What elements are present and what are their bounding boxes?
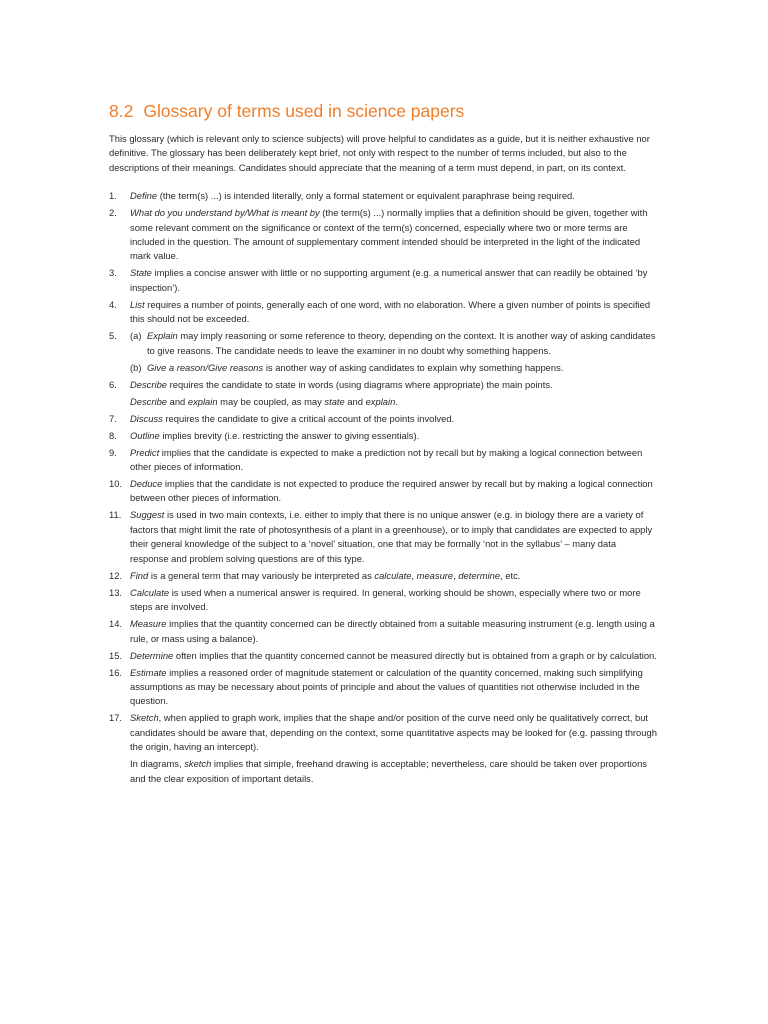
item-number: 16. — [109, 666, 123, 678]
item-number: 7. — [109, 412, 117, 424]
item-text: , — [453, 569, 459, 581]
glossary-item-find — [109, 569, 657, 583]
glossary-item-deduce — [109, 477, 657, 506]
item-number: 2. — [109, 207, 117, 219]
item-number: 12. — [109, 569, 123, 581]
item-number: 9. — [109, 446, 117, 458]
item-term: Deduce — [130, 478, 163, 490]
item-text: is a general term that may variously be interpreted as — [148, 569, 375, 581]
section-heading — [109, 100, 657, 122]
glossary-item-define — [109, 189, 657, 203]
item-number: 13. — [109, 586, 123, 598]
item-text: , etc. — [500, 569, 521, 581]
item-text: often implies that the quantity concerned cannot be measured directly but is obtained from a graph or by calculation. — [173, 649, 657, 661]
item-term: Give a reason/Give reasons — [147, 361, 264, 373]
sub-item-label: (b) — [130, 361, 142, 373]
item-text: implies that the candidate is not expected to produce the required answer by recall but by making a logical connection between other pieces of information. — [130, 478, 653, 504]
sub-item-b — [130, 361, 657, 375]
item-text: may be coupled, as may — [217, 395, 325, 407]
item-text: requires a number of points, generally each of one word, with no elaboration. Where a given number of points is specified this should not be exceeded. — [130, 298, 651, 325]
item-term: Estimate — [130, 666, 167, 678]
glossary-list — [109, 189, 657, 786]
item-term: Define — [130, 190, 158, 202]
item-term: What do you understand by/What is meant by — [130, 207, 320, 219]
item-term: State — [130, 267, 152, 279]
glossary-item-predict — [109, 446, 657, 475]
glossary-item-what-is-meant-by — [109, 206, 657, 264]
item-number: 8. — [109, 429, 117, 441]
glossary-item-explain — [109, 329, 657, 375]
item-text: . — [395, 395, 398, 407]
glossary-item-list — [109, 298, 657, 327]
item-text: implies that simple, freehand drawing is acceptable; nevertheless, care should be taken over proportions and the clear exposition of important details. — [130, 758, 647, 784]
item-number: 4. — [109, 298, 117, 310]
item-term: explain — [187, 395, 218, 407]
item-term: Explain — [147, 330, 178, 342]
item-term: Measure — [130, 618, 167, 630]
glossary-item-discuss — [109, 412, 657, 426]
item-text: is used in two main contexts, i.e. either to imply that there is no unique answer (e.g. in biology there are a variety of factors that might limit the rate of photosynthesis of a plant in a greenhouse), or to imply that candidates are expected to apply their general knowledge of the subject to a ‘novel’ situation, one that may be formally ‘not in the syllabus’ – many data response and problem solving questions are of this type. — [130, 509, 653, 564]
intro-paragraph: This glossary (which is relevant only to science subjects) will prove helpful to candidates as a guide, but it is neither exhaustive nor definitive. The glossary has been deliberately kept brief, not only with respect to the number of terms included, but also to the descriptions of their meanings. Candidates should appreciate that the meaning of a term must depend, in part, on its context. — [109, 133, 650, 173]
item-text: and — [167, 395, 188, 407]
glossary-item-determine — [109, 649, 657, 663]
item-term: explain — [365, 395, 396, 407]
item-term: Discuss — [130, 412, 163, 424]
item-text: , — [411, 569, 417, 581]
item-term: Find — [130, 569, 149, 581]
glossary-item-estimate — [109, 666, 657, 709]
item-number: 1. — [109, 190, 117, 202]
item-term: List — [130, 298, 145, 310]
glossary-item-measure — [109, 617, 657, 646]
item-term: sketch — [184, 758, 212, 770]
item-text: requires the candidate to state in words (using diagrams where appropriate) the main points. — [167, 378, 553, 390]
item-text: (the term(s) ...) normally implies that a definition should be given, together with some relevant comment on the significance or context of the term(s) concerned, especially where two or more terms are included in the question. The amount of supplementary comment intended should be interpreted in the light of the indicated mark value. — [130, 207, 648, 262]
sub-item-a — [130, 329, 657, 358]
item-term: measure — [416, 569, 454, 581]
item-text: implies a concise answer with little or no supporting argument (e.g. a numerical answer that can readily be obtained ‘by inspection’). — [130, 267, 648, 293]
item-text: is another way of asking candidates to explain why something happens. — [263, 361, 564, 373]
item-number: 5. — [109, 330, 117, 342]
item-text: (the term(s) ...) is intended literally, only a formal statement or equivalent paraphrase being required. — [157, 190, 575, 202]
item-text: In diagrams, — [130, 758, 185, 770]
item-term: state — [324, 395, 345, 407]
item-text: is used when a numerical answer is required. In general, working should be shown, especially where two or more steps are involved. — [130, 586, 641, 613]
glossary-item-suggest — [109, 508, 657, 566]
item-number: 6. — [109, 378, 117, 390]
item-second-paragraph — [130, 757, 657, 786]
item-text: requires the candidate to give a critical account of the points involved. — [162, 412, 455, 424]
item-term: Outline — [130, 429, 160, 441]
glossary-item-describe — [109, 378, 657, 409]
glossary-item-outline — [109, 429, 657, 443]
item-number: 3. — [109, 267, 117, 279]
item-number: 11. — [109, 509, 122, 521]
section-number: 8.2 — [109, 101, 134, 121]
item-text: implies that the candidate is expected to make a prediction not by recall but by making a logical connection between other pieces of information. — [130, 446, 643, 473]
sub-item-label: (a) — [130, 330, 142, 342]
item-term: Suggest — [130, 509, 165, 521]
item-text: , when applied to graph work, implies that the shape and/or position of the curve need only be qualitatively correct, but candidates should be aware that, depending on the context, some quantitative aspects may be looked for (e.g. passing through the origin, having an intercept). — [130, 712, 657, 753]
item-number: 14. — [109, 618, 123, 630]
section-title: Glossary of terms used in science papers — [143, 101, 465, 121]
item-term: calculate — [374, 569, 412, 581]
item-term: determine — [458, 569, 501, 581]
item-second-paragraph — [130, 395, 657, 409]
glossary-item-calculate — [109, 586, 657, 615]
item-term: Determine — [130, 649, 174, 661]
item-term: Predict — [130, 446, 160, 458]
item-number: 10. — [109, 478, 123, 490]
item-term: Describe — [130, 378, 167, 390]
glossary-item-state — [109, 266, 657, 295]
item-term: Calculate — [130, 586, 170, 598]
item-term: Sketch — [130, 712, 159, 724]
glossary-item-sketch — [109, 711, 657, 786]
item-text: implies brevity (i.e. restricting the answer to giving essentials). — [159, 429, 420, 441]
item-number: 15. — [109, 649, 123, 661]
item-text: may imply reasoning or some reference to theory, depending on the context. It is another way of asking candidates to give reasons. The candidate needs to leave the examiner in no doubt why something happens. — [147, 330, 656, 356]
item-number: 17. — [109, 712, 123, 724]
item-text: and — [344, 395, 366, 407]
item-text: implies a reasoned order of magnitude statement or calculation of the quantity concerned, making such simplifying assumptions as may be necessary about points of principle and about the values of quantities not otherwise included in the question. — [130, 666, 643, 707]
item-text: implies that the quantity concerned can be directly obtained from a suitable measuring instrument (e.g. length using a rule, or mass using a balance). — [130, 618, 655, 644]
item-term: Describe — [130, 395, 167, 407]
document-page — [109, 100, 657, 789]
